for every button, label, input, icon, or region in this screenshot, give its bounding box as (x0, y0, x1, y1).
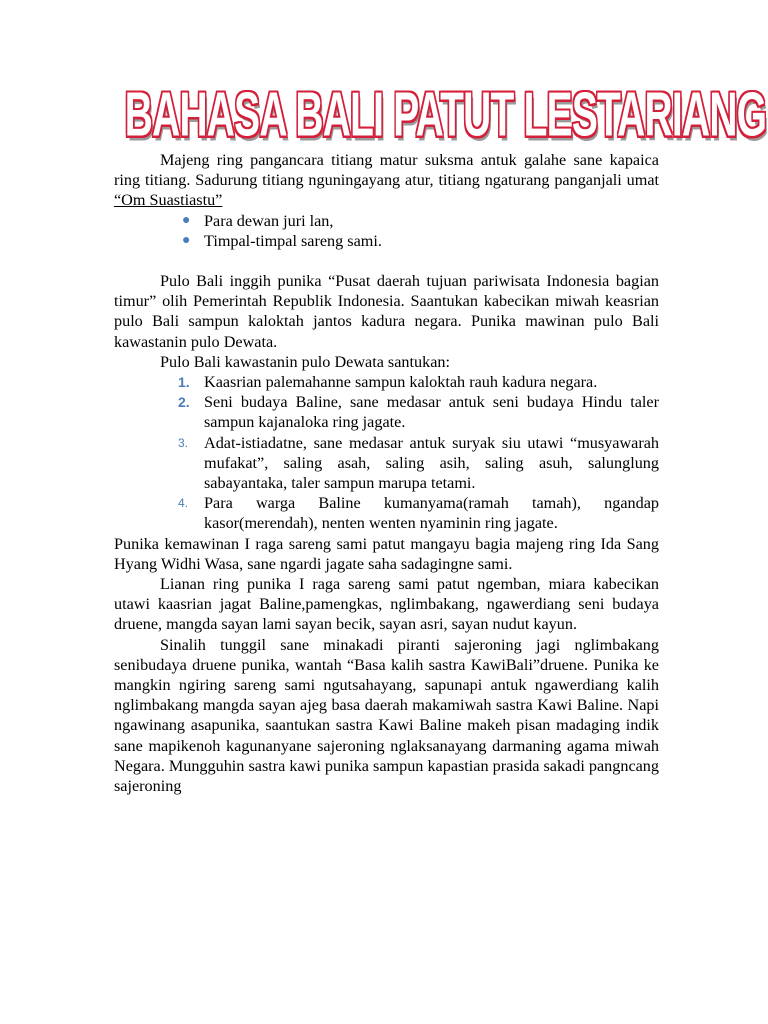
paragraph-pulo-bali: Pulo Bali inggih punika “Pusat daerah tujuan pariwisata Indonesia bagian timur” olih Pemerintah Republik Indonesia. Saantukan kabecikan miwah keasrian pulo Bali sampun kaloktah jantos kadura negara. Punika mawinan pulo Bali kawastanin pulo Dewata. (114, 272, 659, 351)
list-number: 3. (178, 435, 189, 450)
paragraph-basa-sastra: Sinalih tunggil sane minakadi piranti sajeroning jagi nglimbakang senibudaya druene punika, wantah “Basa kalih sastra KawiBali”druene. Punika ke mangkin ngiring sareng sami ngutsahayang, sapunapi antuk ngawerdiang kalih nglimbakang mangda sayan ajeg basa daerah makamiwah sastra Kawi Baline. Napi ngawinang asapunika, saantukan sastra Kawi Baline makeh pisan madaging indik sane mapikenoh kagunanyane sajeroning nglaksanayang darmaning agama miwah Negara. Mungguhin sastra kawi punika sampun kapastian prasida sakadi pangncang sajeroning (114, 635, 659, 796)
list-number: 4. (178, 496, 189, 511)
intro-paragraph (114, 150, 659, 211)
paragraph-preserve: Lianan ring punika I raga sareng sami patut ngemban, miara kabecikan utawi kaasrian jagat Baline,pamengkas, nglimbakang, ngawerdiang seni budaya druene, mangda sayan lami sayan becik, sayan asri, sayan nudut kayun. (114, 575, 659, 634)
list-item: 1. Kaasrian palemahanne sampun kaloktah rauh kadura negara. (178, 373, 598, 392)
title-container (0, 80, 768, 150)
document-title: BAHASA BALI PATUT LESTARIANG (124, 80, 767, 150)
greeting-om-suastiastu: “Om Suastiastu” (114, 191, 223, 210)
list-item: ● Para dewan juri lan, (182, 211, 334, 230)
list-item: 3. Adat-istiadatne, sane medasar antuk suryak siu utawi “musyawarah mufakat”, saling asah, saling asih, saling asuh, salunglung sabayantaka, taler sampun marupa tetami. (178, 433, 659, 493)
paragraph-reasons-lead: Pulo Bali kawastanin pulo Dewata santukan: (160, 352, 450, 371)
list-number: 1. (178, 374, 190, 391)
spacer (114, 251, 659, 271)
list-item: ● Timpal-timpal sareng sami. (182, 231, 382, 250)
document-body (114, 150, 659, 796)
paragraph-gratitude: Punika kemawinan I raga sareng sami patut mangayu bagia majeng ring Ida Sang Hyang Widhi Wasa, sane ngardi jagate saha sadagingne sami. (114, 534, 659, 573)
greetings-list (114, 211, 659, 251)
reasons-list (114, 372, 659, 534)
intro-text: Majeng ring pangancara titiang matur suksma antuk galahe sane kapaica ring titiang. Sadurung titiang nguningayang atur, titiang ngaturang panganjali umat (114, 151, 659, 190)
bullet-icon: ● (182, 212, 191, 228)
list-item: 2. Seni budaya Baline, sane medasar antuk seni budaya Hindu taler sampun kajanaloka ring jagate. (178, 393, 659, 432)
list-number: 2. (178, 394, 190, 411)
list-item: 4. Para warga Baline kumanyama(ramah tamah), ngandap kasor(merendah), nenten wenten nyaminin ring jagate. (178, 494, 659, 533)
bullet-icon: ● (182, 232, 191, 248)
